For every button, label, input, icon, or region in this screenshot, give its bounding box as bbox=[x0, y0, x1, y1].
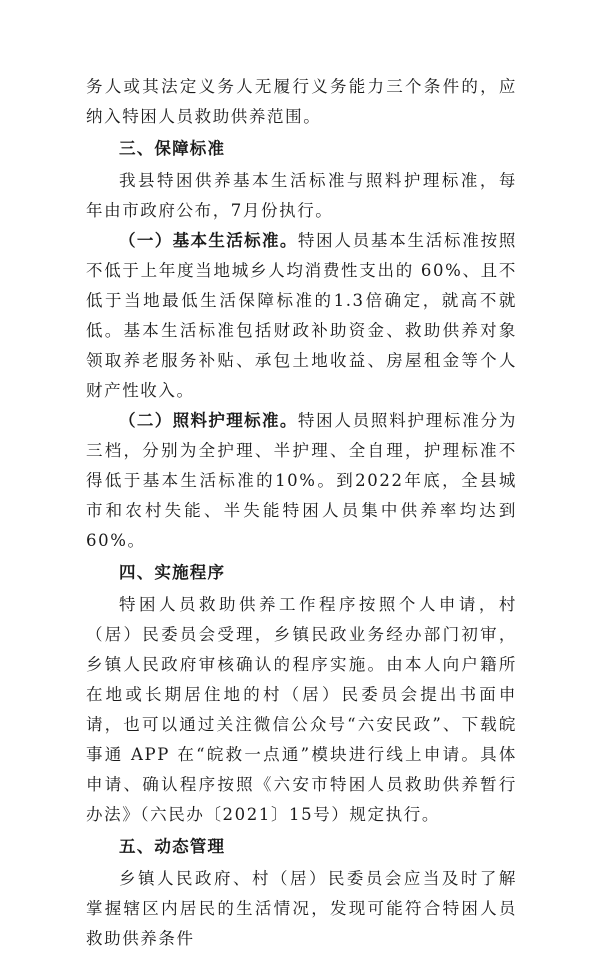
paragraph-dynamic-management: 乡镇人民政府、村（居）民委员会应当及时了解掌握辖区内居民的生活情况，发现可能符合特困人员救助供养条件 bbox=[86, 869, 517, 948]
paragraph-procedure: 特困人员救助供养工作程序按照个人申请，村（居）民委员会受理，乡镇民政业务经办部门初审，乡镇人民政府审核确认的程序实施。由本人向户籍所在地或长期居住地的村（居）民委员会提出书面申请，也可以通过关注微信公众号“六安民政”、下载皖事通 APP 在“皖救一点通”模块进行线上申请。具体申请、确认程序按照《六安市特困人员救助供养暂行办法》（六民办〔2021〕15号）规定执行。 bbox=[86, 595, 517, 824]
basic-living-standard-lead: （一）基本生活标准。 bbox=[119, 231, 298, 250]
paragraph-eligibility-continued: 务人或其法定义务人无履行义务能力三个条件的，应纳入特困人员救助供养范围。 bbox=[86, 77, 517, 126]
section-heading-standards: 三、保障标准 bbox=[119, 139, 226, 158]
paragraph-care-standard bbox=[86, 406, 517, 556]
paragraph-basic-living-standard bbox=[86, 226, 517, 406]
section-heading-procedure: 四、实施程序 bbox=[119, 563, 226, 582]
basic-living-standard-text: 特困人员基本生活标准按照不低于上年度当地城乡人均消费性支出的 60%、且不低于当地最低生活保障标准的1.3倍确定，就高不就低。基本生活标准包括财政补助资金、救助供养对象领取养老服务补贴、承包土地收益、房屋租金等个人财产性收入。 bbox=[86, 231, 518, 400]
care-standard-text: 特困人员照料护理标准分为三档，分别为全护理、半护理、全自理，护理标准不得低于基本生活标准的10%。到2022年底，全县城市和农村失能、半失能特困人员集中供养率均达到60%。 bbox=[86, 411, 518, 550]
care-standard-lead: （二）照料护理标准。 bbox=[119, 411, 298, 430]
section-heading-dynamic-management: 五、动态管理 bbox=[119, 837, 226, 856]
paragraph-standards-intro: 我县特困供养基本生活标准与照料护理标准，每年由市政府公布，7月份执行。 bbox=[86, 171, 517, 220]
